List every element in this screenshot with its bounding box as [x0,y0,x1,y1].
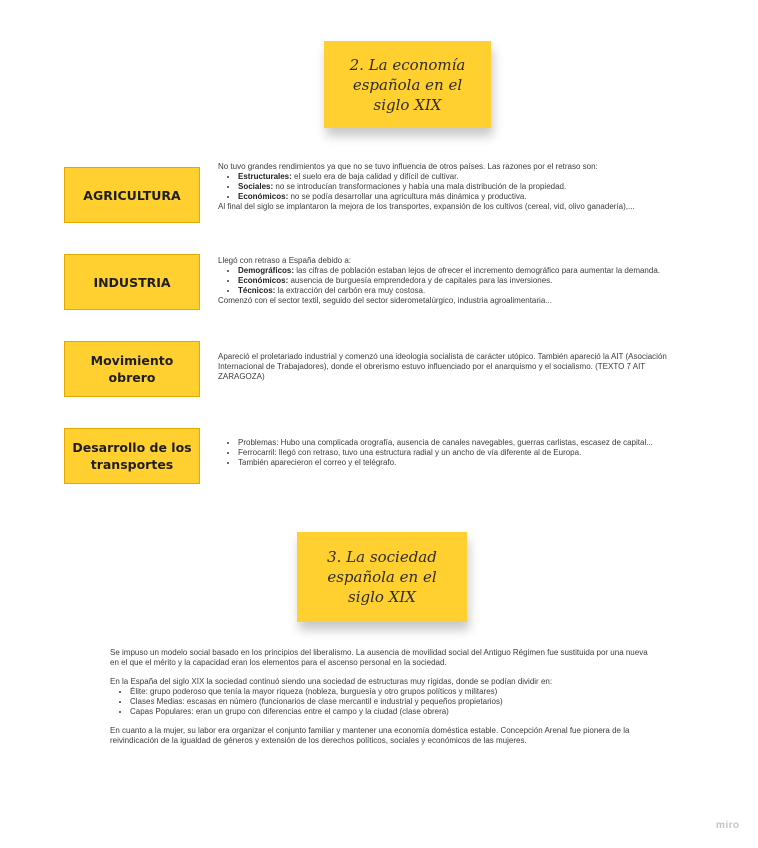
society-text [110,648,650,755]
label-movimiento-obrero[interactable]: Movimiento obrero [64,341,200,397]
sticky-note-sociedad[interactable]: 3. La sociedad española en el siglo XIX [297,532,467,622]
list-item: • Ferrocarril: llegó con retraso, tuvo una estructura radial y un ancho de vía diferente al de Europa. [238,448,678,458]
list-item: • Élite: grupo poderoso que tenía la mayor riqueza (nobleza, burguesía y otro grupos políticos y militares) [130,687,650,697]
list-item: • Capas Populares: eran un grupo con diferencias entre el campo y la ciudad (clase obrera) [130,707,650,717]
society-paragraph: En cuanto a la mujer, su labor era organizar el conjunto familiar y mantener una economía doméstica estable. Concepción Arenal fue pionera de la reivindicación de la igualdad de géneros y extensión de los derechos políticos, sociales y económicos de las mujeres. [110,726,630,745]
society-paragraph: En la España del siglo XIX la sociedad continuó siendo una sociedad de estructuras muy rígidas, donde se podían dividir en: [110,677,553,686]
list-item: • Técnicos: la extracción del carbón era muy costosa. [238,286,738,296]
desc-outro: Al final del siglo se implantaron la mejora de los transportes, expansión de los cultivos (cereal, vid, olivo ganadería),... [218,202,635,211]
list-item: • Estructurales: el suelo era de baja calidad y difícil de cultivar. [238,172,738,182]
desc-agricultura [218,162,738,212]
sticky-note-economia[interactable]: 2. La economía española en el siglo XIX [324,41,491,128]
list-item: • Problemas: Hubo una complicada orografía, ausencia de canales navegables, guerras carlistas, escasez de capital... [238,438,678,448]
list-item: • Sociales: no se introducían transformaciones y había una mala distribución de la propiedad. [238,182,738,192]
label-industria[interactable]: INDUSTRIA [64,254,200,310]
label-agricultura[interactable]: AGRICULTURA [64,167,200,223]
list-item: • Clases Medias: escasas en número (funcionarios de clase mercantil e industrial y pequeños propietarios) [130,697,650,707]
list-item: • También aparecieron el correo y el telégrafo. [238,458,678,468]
desc-intro: Llegó con retraso a España debido a: [218,256,351,265]
desc-industria [218,256,738,306]
label-desarrollo-transportes[interactable]: Desarrollo de los transportes [64,428,200,484]
desc-desarrollo-transportes [218,438,678,468]
list-item: • Económicos: ausencia de burguesía emprendedora y de capitales para las inversiones. [238,276,738,286]
desc-outro: Comenzó con el sector textil, seguido del sector siderometalúrgico, industria agroalimentaria... [218,296,552,305]
desc-intro: Apareció el proletariado industrial y comenzó una ideología socialista de carácter utópico. También apareció la AIT (Asociación Internacional de Trabajadores), donde el obrerismo estuvo influenciado por el anarquismo y el socialismo. (TEXTO 7 AIT ZARAGOZA) [218,352,667,381]
desc-movimiento-obrero [218,352,688,382]
miro-logo: miro [716,820,740,831]
list-item: • Económicos: no se podía desarrollar una agricultura más dinámica y productiva. [238,192,738,202]
desc-intro: No tuvo grandes rendimientos ya que no se tuvo influencia de otros países. Las razones por el retraso son: [218,162,598,171]
society-paragraph: Se impuso un modelo social basado en los principios del liberalismo. La ausencia de movilidad social del Antiguo Régimen fue sustituida por una nueva en el que el mérito y la capacidad eran los elementos para el ascenso personal en la sociedad. [110,648,648,667]
list-item: • Demográficos: las cifras de población estaban lejos de ofrecer el incremento demográfico para aumentar la demanda. [238,266,738,276]
